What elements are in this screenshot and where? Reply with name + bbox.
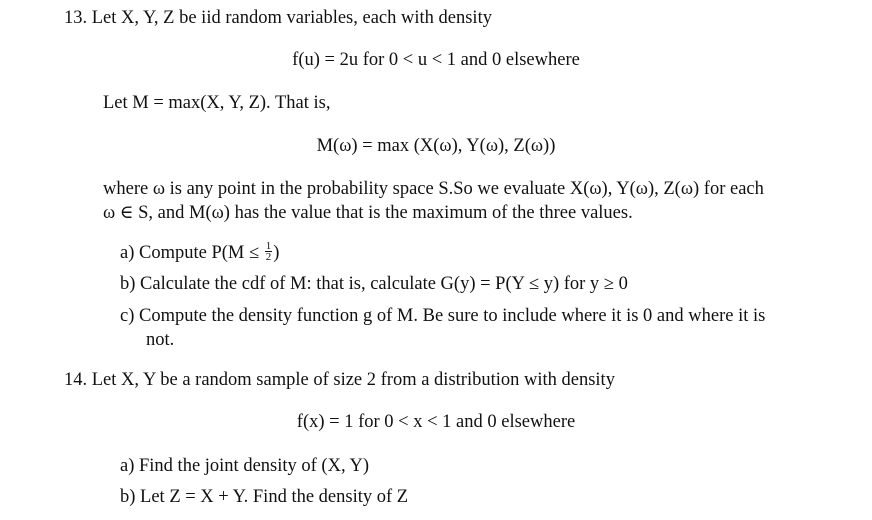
item-text: Find the joint density of (X, Y): [139, 456, 370, 476]
item-text: Compute the density function g of M. Be sure to include where it is 0 and where it is: [139, 306, 766, 326]
problem-14-density-equation: f(x) = 1 for 0 < x < 1 and 0 elsewhere: [296, 412, 576, 432]
item-label: b): [120, 487, 136, 507]
problem-13-explanation-line-2: ω ∈ S, and M(ω) has the value that is the maximum of the three values.: [103, 203, 633, 223]
problem-13-item-c-continuation: not.: [146, 330, 175, 350]
fraction-denominator: 2: [265, 251, 272, 264]
problem-14-item-b: [120, 485, 408, 509]
problem-14-item-a: [120, 454, 369, 478]
problem-13-density-equation: f(u) = 2u for 0 < u < 1 and 0 elsewhere: [292, 50, 580, 70]
problem-14-intro: Let X, Y be a random sample of size 2 from a distribution with density: [91, 370, 615, 390]
item-text: Calculate the cdf of M: that is, calculate G(y) = P(Y ≤ y) for y ≥ 0: [140, 274, 628, 294]
item-label: a): [120, 243, 135, 263]
item-label: c): [120, 306, 135, 326]
item-text-pre: Compute P(M ≤: [139, 243, 264, 263]
item-label: a): [120, 456, 135, 476]
problem-13-max-equation: M(ω) = max (X(ω), Y(ω), Z(ω)): [316, 136, 556, 156]
problem-13-intro: Let X, Y, Z be iid random variables, each with density: [91, 8, 492, 28]
fraction-numerator: 1: [265, 240, 272, 253]
problem-14-header: [64, 368, 615, 392]
problem-13-define-m: Let M = max(X, Y, Z). That is,: [103, 93, 331, 113]
item-text-post: ): [273, 243, 280, 263]
fraction-one-half: [265, 241, 273, 262]
problem-13-header: [64, 6, 492, 30]
item-label: b): [120, 274, 136, 294]
problem-14-number: 14.: [64, 370, 88, 390]
problem-13-item-a: [120, 241, 279, 265]
problem-13-number: 13.: [64, 8, 88, 28]
problem-13-item-b: [120, 272, 628, 296]
problem-13-explanation-line-1: where ω is any point in the probability space S.So we evaluate X(ω), Y(ω), Z(ω) for each: [103, 179, 764, 199]
problem-13-item-c: [120, 304, 765, 328]
item-text: Let Z = X + Y. Find the density of Z: [140, 487, 409, 507]
